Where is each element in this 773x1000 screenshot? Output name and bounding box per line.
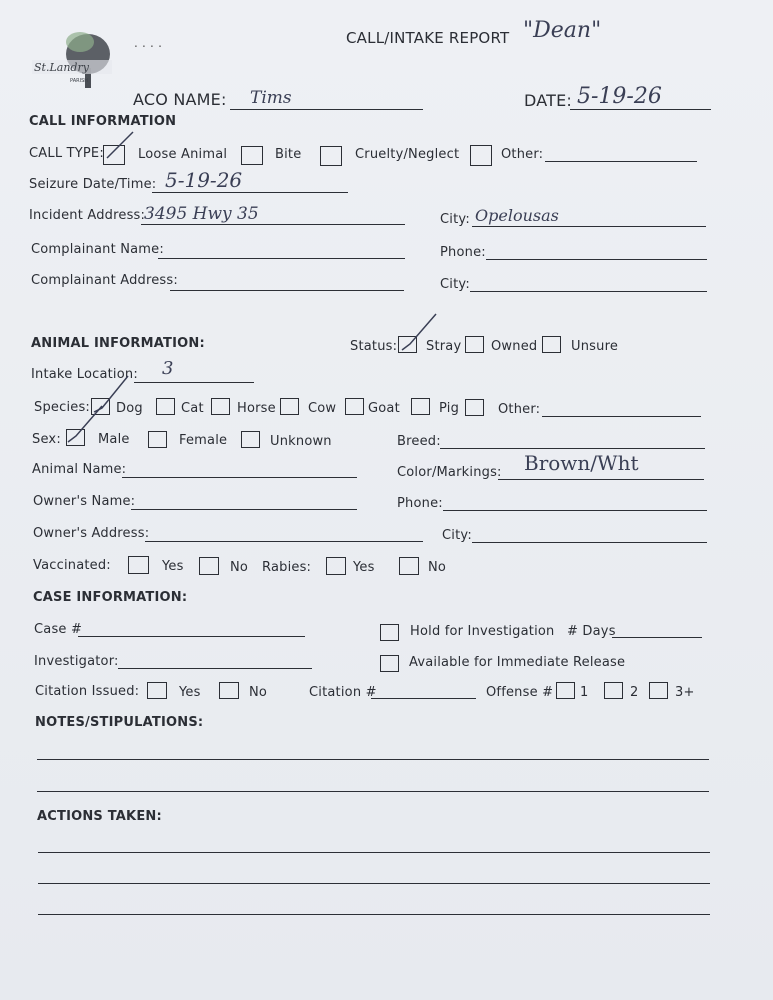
color-markings-label: Color/Markings: <box>397 465 502 480</box>
case-info-heading: CASE INFORMATION: <box>33 590 188 605</box>
hold-investigation-label: Hold for Investigation <box>410 624 555 639</box>
cow-checkbox[interactable] <box>280 398 299 415</box>
svg-text:St.Landry: St.Landry <box>34 61 89 74</box>
logo-dots: . . . . <box>134 36 163 50</box>
vaccinated-no-checkbox[interactable] <box>199 557 219 575</box>
cat-checkbox[interactable] <box>156 398 175 415</box>
case-number-label: Case # <box>34 622 83 637</box>
citation-number-label: Citation # <box>309 685 377 700</box>
incident-city-label: City: <box>440 212 470 227</box>
incident-city-value: Opelousas <box>475 206 559 225</box>
other-species-line[interactable] <box>542 416 701 417</box>
owner-city-line[interactable] <box>472 542 707 543</box>
offense-2-label: 2 <box>630 685 639 700</box>
complainant-address-line[interactable] <box>170 290 404 291</box>
offense-1-label: 1 <box>580 685 589 700</box>
notes-heading: NOTES/STIPULATIONS: <box>35 715 204 730</box>
loose-animal-checkmark <box>103 128 139 164</box>
days-line[interactable] <box>612 637 702 638</box>
rabies-yes-label: Yes <box>353 560 375 575</box>
status-label: Status: <box>350 339 398 354</box>
rabies-label: Rabies: <box>262 560 312 575</box>
pig-label: Pig <box>439 401 460 416</box>
offense-1-checkbox[interactable] <box>556 682 575 699</box>
complainant-city-label: City: <box>440 277 470 292</box>
citation-yes-checkbox[interactable] <box>147 682 167 699</box>
immediate-release-label: Available for Immediate Release <box>409 655 626 670</box>
svg-text:PARISH: PARISH <box>70 78 88 84</box>
owner-address-line[interactable] <box>145 541 423 542</box>
bite-checkbox[interactable] <box>241 146 263 165</box>
offense-3plus-checkbox[interactable] <box>649 682 668 699</box>
offense-3plus-label: 3+ <box>675 685 695 700</box>
actions-line-3[interactable] <box>38 914 710 915</box>
dog-label: Dog <box>116 401 143 416</box>
other-call-checkbox[interactable] <box>470 145 492 166</box>
rabies-no-checkbox[interactable] <box>399 557 419 575</box>
actions-heading: ACTIONS TAKEN: <box>37 809 162 824</box>
owned-checkbox[interactable] <box>465 336 484 353</box>
owner-phone-label: Phone: <box>397 496 443 511</box>
goat-label: Goat <box>368 401 400 416</box>
citation-yes-label: Yes <box>179 685 201 700</box>
rabies-no-label: No <box>428 560 447 575</box>
incident-address-value: 3495 Hwy 35 <box>144 204 259 224</box>
days-label: # Days <box>567 624 616 639</box>
aco-name-label: ACO NAME: <box>133 90 227 109</box>
date-label: DATE: <box>524 91 573 110</box>
citation-issued-label: Citation Issued: <box>35 684 140 699</box>
stray-label: Stray <box>426 339 462 354</box>
unknown-sex-label: Unknown <box>270 434 332 449</box>
complainant-name-label: Complainant Name: <box>31 242 164 257</box>
owner-phone-line[interactable] <box>443 510 707 511</box>
notes-line-1[interactable] <box>37 759 709 760</box>
offense-2-checkbox[interactable] <box>604 682 623 699</box>
complainant-name-line[interactable] <box>158 258 405 259</box>
seizure-value: 5-19-26 <box>165 168 243 192</box>
unknown-sex-checkbox[interactable] <box>241 431 260 448</box>
animal-info-heading: ANIMAL INFORMATION: <box>31 336 205 351</box>
unsure-label: Unsure <box>571 339 619 354</box>
loose-animal-label: Loose Animal <box>138 147 228 162</box>
cat-label: Cat <box>181 401 204 416</box>
citation-number-line[interactable] <box>371 698 476 699</box>
horse-label: Horse <box>237 401 276 416</box>
complainant-city-line[interactable] <box>470 291 707 292</box>
owner-name-line[interactable] <box>131 509 357 510</box>
female-label: Female <box>179 433 228 448</box>
incident-address-label: Incident Address: <box>29 208 146 223</box>
other-species-checkbox[interactable] <box>465 399 484 416</box>
complainant-address-label: Complainant Address: <box>31 273 178 288</box>
incident-city-line[interactable] <box>472 226 706 227</box>
cruelty-neglect-label: Cruelty/Neglect <box>355 147 460 162</box>
parish-logo <box>30 30 120 92</box>
incident-address-line[interactable] <box>141 224 405 225</box>
investigator-label: Investigator: <box>34 654 119 669</box>
date-value: 5-19-26 <box>577 84 662 109</box>
cow-label: Cow <box>308 401 337 416</box>
color-markings-value: Brown/Wht <box>524 451 639 475</box>
owned-label: Owned <box>491 339 538 354</box>
actions-line-1[interactable] <box>38 852 710 853</box>
owner-name-label: Owner's Name: <box>33 494 136 509</box>
unsure-checkbox[interactable] <box>542 336 561 353</box>
date-line <box>570 109 711 110</box>
vaccinated-no-label: No <box>230 560 249 575</box>
aco-name-line <box>230 109 423 110</box>
form-title: CALL/INTAKE REPORT <box>346 29 510 47</box>
vaccinated-label: Vaccinated: <box>33 558 111 573</box>
offense-label: Offense # <box>486 685 554 700</box>
animal-name-line[interactable] <box>122 477 357 478</box>
bite-label: Bite <box>275 147 302 162</box>
citation-no-checkbox[interactable] <box>219 682 239 699</box>
species-label: Species: <box>34 400 91 415</box>
female-checkbox[interactable] <box>148 431 167 448</box>
seizure-line[interactable] <box>152 192 348 193</box>
pig-checkbox[interactable] <box>411 398 430 415</box>
call-type-label: CALL TYPE: <box>29 146 104 161</box>
investigator-line[interactable] <box>118 668 312 669</box>
notes-line-2[interactable] <box>37 791 709 792</box>
color-markings-line[interactable] <box>498 479 704 480</box>
breed-line[interactable] <box>440 448 705 449</box>
other-call-label: Other: <box>501 147 544 162</box>
intake-location-label: Intake Location: <box>31 367 138 382</box>
handwritten-name: "Dean" <box>523 18 602 43</box>
seizure-label: Seizure Date/Time: <box>29 177 157 192</box>
actions-line-2[interactable] <box>38 883 710 884</box>
owner-address-label: Owner's Address: <box>33 526 150 541</box>
call-info-heading: CALL INFORMATION <box>29 114 177 129</box>
hold-investigation-checkbox[interactable] <box>380 624 399 641</box>
vaccinated-yes-label: Yes <box>162 559 184 574</box>
complainant-phone-label: Phone: <box>440 245 486 260</box>
intake-location-value: 3 <box>162 358 174 379</box>
vaccinated-yes-checkbox[interactable] <box>128 556 149 574</box>
animal-name-label: Animal Name: <box>32 462 127 477</box>
immediate-release-checkbox[interactable] <box>380 655 399 672</box>
goat-checkbox[interactable] <box>345 398 364 415</box>
male-label: Male <box>98 432 130 447</box>
other-call-line[interactable] <box>545 161 697 162</box>
owner-city-label: City: <box>442 528 472 543</box>
complainant-phone-line[interactable] <box>486 259 707 260</box>
horse-checkbox[interactable] <box>211 398 230 415</box>
sex-label: Sex: <box>32 432 61 447</box>
citation-no-label: No <box>249 685 268 700</box>
intake-location-line[interactable] <box>134 382 254 383</box>
aco-name-value: Tims <box>250 88 292 108</box>
other-species-label: Other: <box>498 402 541 417</box>
rabies-yes-checkbox[interactable] <box>326 557 346 575</box>
breed-label: Breed: <box>397 434 441 449</box>
cruelty-neglect-checkbox[interactable] <box>320 146 342 166</box>
case-number-line[interactable] <box>78 636 305 637</box>
